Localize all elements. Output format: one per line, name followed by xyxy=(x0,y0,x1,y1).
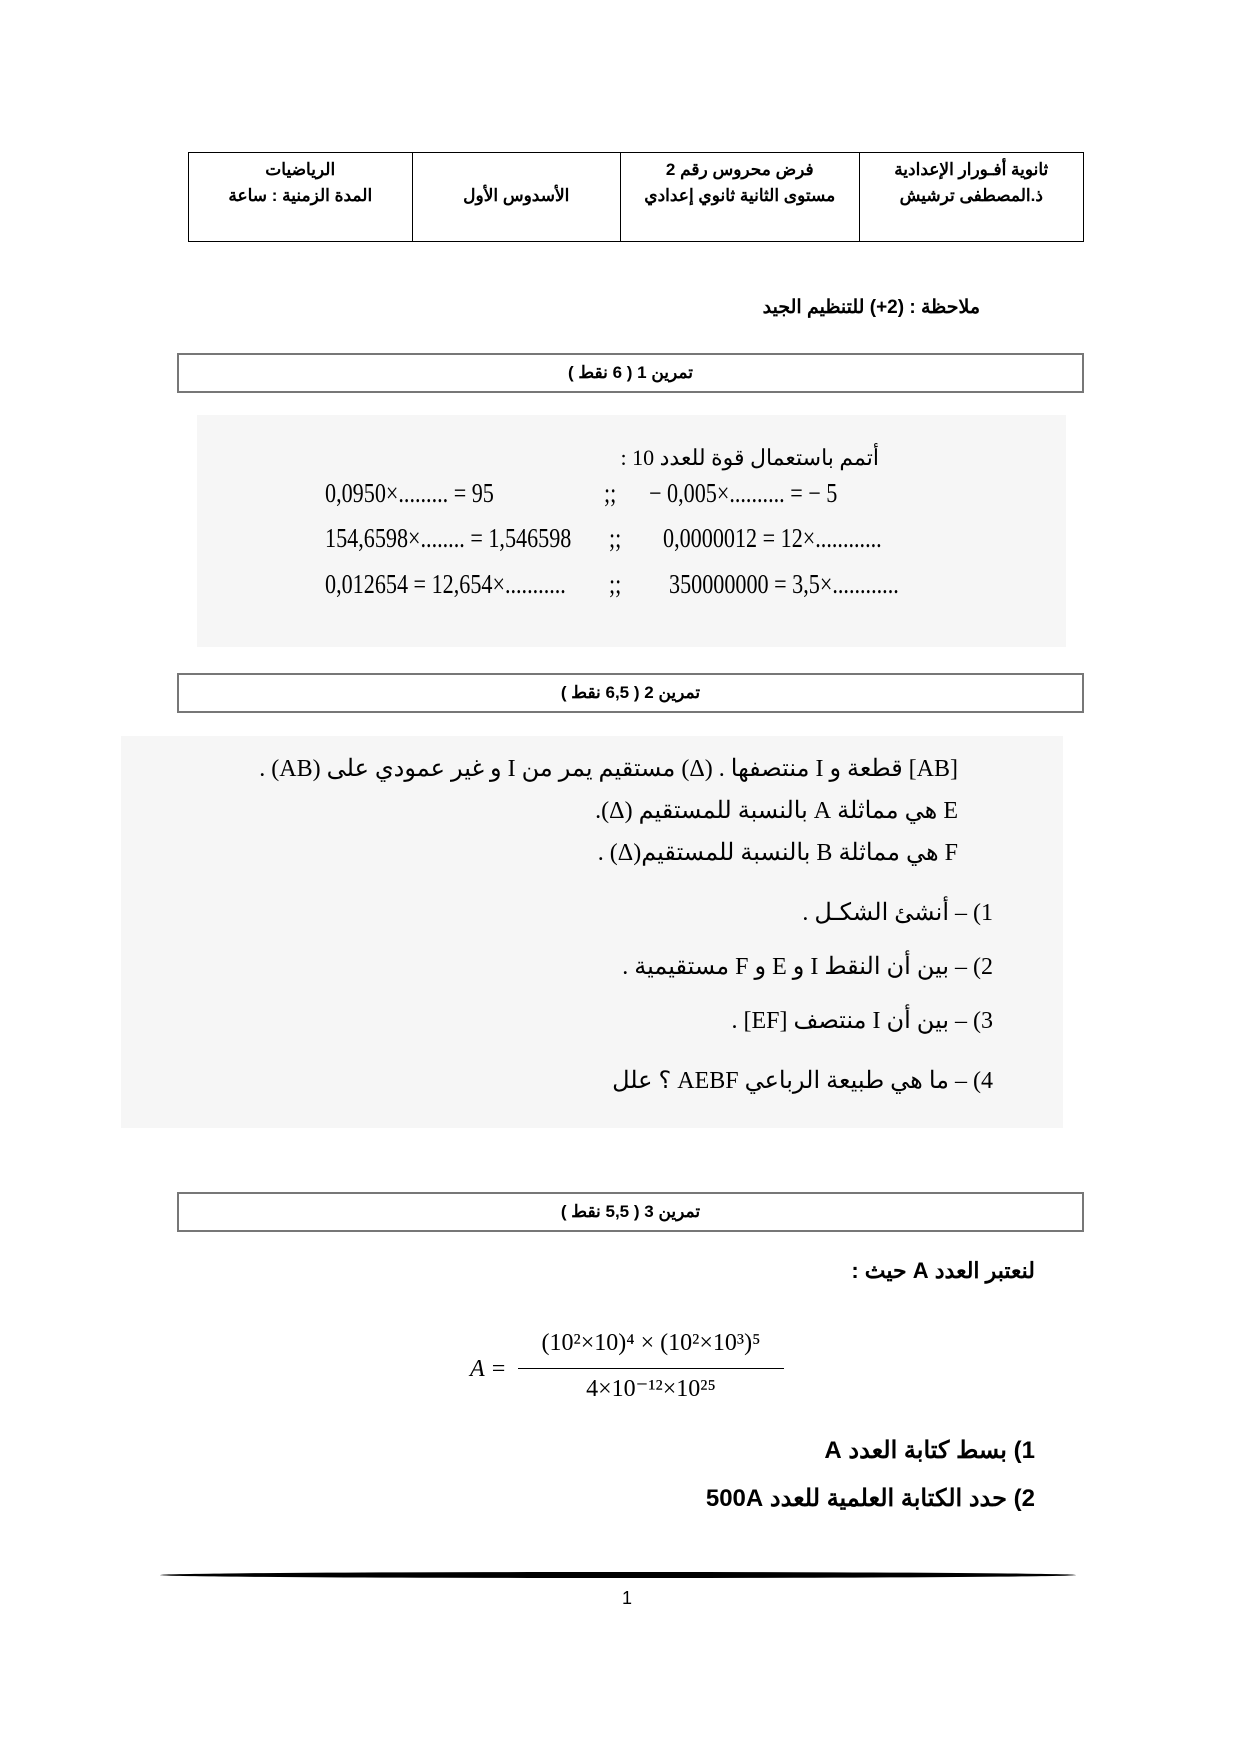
school-name: ثانوية أفـورار الإعدادية xyxy=(894,160,1049,179)
exam-level: مستوى الثانية ثانوي إعدادي xyxy=(644,186,836,205)
page-number: 1 xyxy=(622,1588,633,1608)
ex2-question-4: 4) – ما هي طبيعة الرباعي AEBF ؟ علل xyxy=(612,1068,993,1094)
header-exam-cell xyxy=(620,153,858,241)
ex1-row-2-left: 154,6598×........ = 1,546598 xyxy=(325,523,572,553)
formula-lhs: A = xyxy=(470,1356,507,1382)
header-school-cell xyxy=(859,153,1084,241)
teacher-name: ذ.المصطفى ترشيش xyxy=(899,186,1043,205)
header-subject-cell xyxy=(189,153,412,241)
ex3-question-1: 1) بسط كتابة العدد A xyxy=(824,1437,1035,1464)
ex1-row-3-left: 0,012654 = 12,654×........... xyxy=(325,569,566,599)
ex1-separator: ;; xyxy=(609,523,622,553)
exercise3-intro: لنعتبر العدد A حيث : xyxy=(851,1258,1035,1283)
subject: الرياضيات xyxy=(265,160,336,179)
note: ملاحظة : (2+) للتنظيم الجيد xyxy=(762,297,980,318)
duration: المدة الزمنية : ساعة xyxy=(228,186,373,205)
exercise2-title: تمرين 2 ( 6,5 نقط ) xyxy=(177,673,1084,713)
exercise1-content xyxy=(197,415,1066,647)
ex2-question-1: 1) – أنشئ الشكـل . xyxy=(802,900,993,926)
ex1-separator: ;; xyxy=(609,569,622,599)
ex2-line-2: E هي مماثلة A بالنسبة للمستقيم (Δ). xyxy=(595,798,958,824)
footer-divider xyxy=(160,1572,1076,1578)
fraction-bar xyxy=(518,1368,784,1369)
ex2-line-1: [AB] قطعة و I منتصفها . (Δ) مستقيم يمر من I و غير عمودي على (AB) . xyxy=(259,756,958,782)
formula-numerator: (10²×10)⁴ × (10²×10³)⁵ xyxy=(541,1330,761,1356)
ex1-row-1-right: − 0,005×.......... = − 5 xyxy=(649,478,838,508)
ex3-question-2: 2) حدد الكتابة العلمية للعدد 500A xyxy=(705,1485,1035,1512)
ex2-question-2: 2) – بين أن النقط I و E و F مستقيمية . xyxy=(622,954,993,980)
header-semester-cell xyxy=(412,153,621,241)
semester: الأسدوس الأول xyxy=(463,186,570,205)
ex1-row-1-left: 0,0950×......... = 95 xyxy=(325,478,494,508)
exercise1-title: تمرين 1 ( 6 نقط ) xyxy=(177,353,1084,393)
formula-denominator: 4×10⁻¹²×10²⁵ xyxy=(586,1376,716,1402)
ex1-row-2-right: 0,0000012 = 12×............ xyxy=(663,523,882,553)
ex1-separator: ;; xyxy=(604,478,617,508)
formula xyxy=(470,1330,790,1410)
exam-title: فرض محروس رقم 2 xyxy=(665,160,814,179)
exercise3-title: تمرين 3 ( 5,5 نقط ) xyxy=(177,1192,1084,1232)
ex1-row-3-right: 350000000 = 3,5×............ xyxy=(669,569,899,599)
exercise1-instruction: أتمم باستعمال قوة للعدد 10 : xyxy=(620,445,879,470)
header-table xyxy=(188,152,1084,242)
ex2-question-3: 3) – بين أن I منتصف [EF] . xyxy=(731,1008,993,1034)
exercise2-content xyxy=(121,736,1063,1128)
ex2-line-3: F هي مماثلة B بالنسبة للمستقيم(Δ) . xyxy=(597,840,958,866)
